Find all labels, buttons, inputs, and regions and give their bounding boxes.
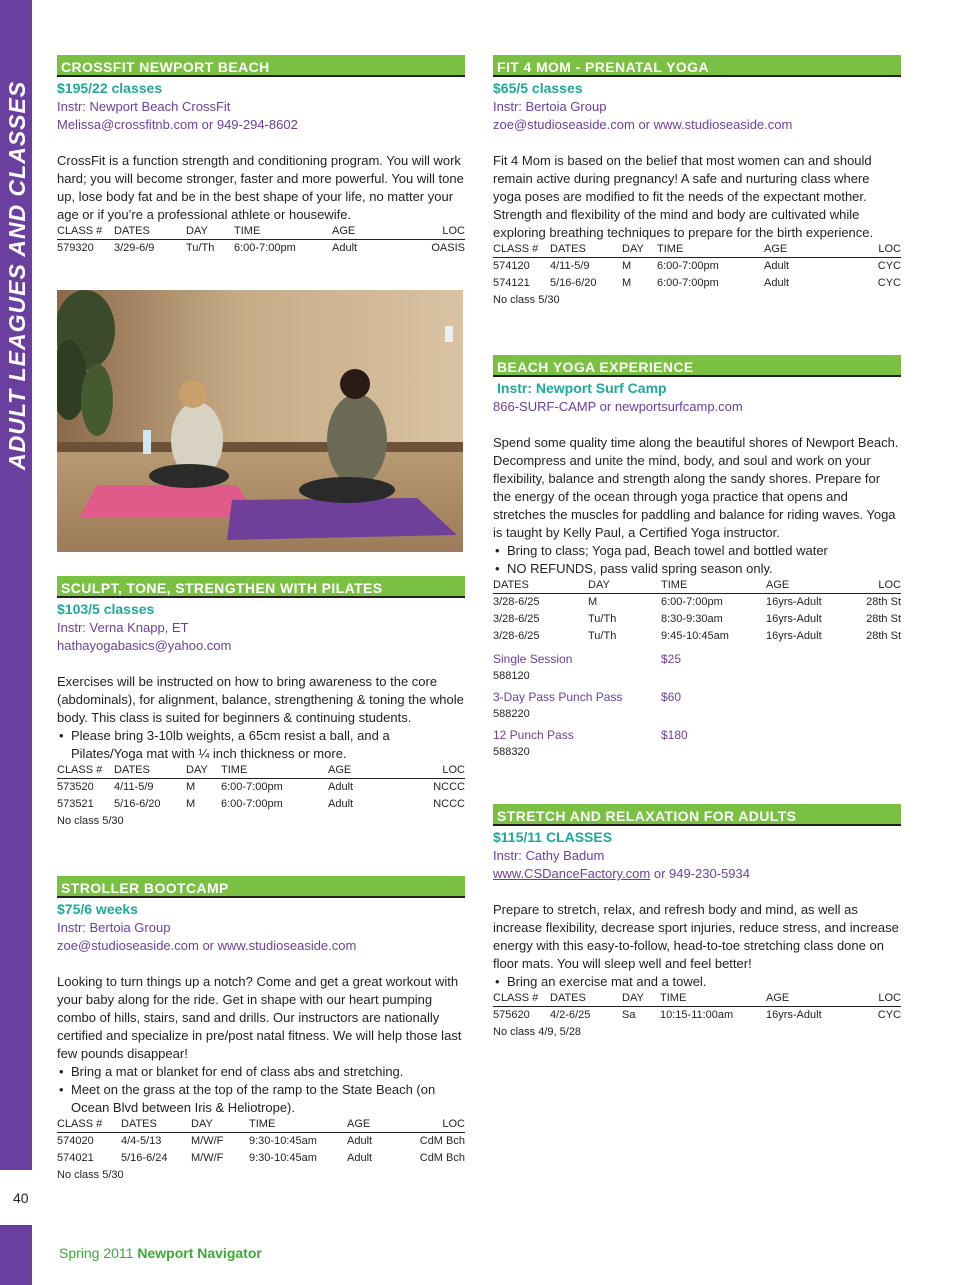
table-cell: CYC bbox=[877, 1009, 901, 1021]
table-cell: 5/16-6/20 bbox=[114, 798, 161, 810]
instructor: Instr: Verna Knapp, ET bbox=[57, 620, 189, 635]
section-title: STROLLER BOOTCAMP bbox=[57, 876, 465, 898]
table-cell: 5/16-6/20 bbox=[550, 277, 597, 289]
contact-phone: or 949-230-5934 bbox=[650, 866, 750, 881]
table-cell: NCCC bbox=[433, 781, 465, 793]
table-cell: 10:15-11:00am bbox=[660, 1009, 734, 1021]
description: Exercises will be instructed on how to bring awareness to the core (abdominals), for alignment, balance, strengthening & toning the whole body. This class is suited for beginners & continuing students. bbox=[57, 674, 464, 725]
table-row bbox=[493, 628, 901, 645]
contact-info[interactable]: 866-SURF-CAMP or newportsurfcamp.com bbox=[493, 399, 743, 414]
table-cell: 28th St bbox=[866, 613, 901, 625]
table-row bbox=[57, 779, 465, 797]
column-header: DAY bbox=[186, 763, 221, 779]
table-row bbox=[57, 240, 465, 258]
price: $103/5 classes bbox=[57, 601, 155, 617]
table-cell: 3/28-6/25 bbox=[493, 613, 540, 625]
table-cell: Tu/Th bbox=[186, 242, 215, 254]
table-cell: Tu/Th bbox=[588, 613, 617, 625]
table-cell: OASIS bbox=[431, 242, 465, 254]
section-title: FIT 4 MOM - PRENATAL YOGA bbox=[493, 55, 901, 77]
section-title: BEACH YOGA EXPERIENCE bbox=[493, 355, 901, 377]
table-cell: CYC bbox=[877, 277, 901, 289]
pass-code-row bbox=[493, 744, 901, 761]
pass-row bbox=[493, 685, 901, 706]
pass-price: $180 bbox=[661, 728, 688, 742]
table-cell: M/W/F bbox=[191, 1135, 224, 1147]
table-cell: 574120 bbox=[493, 260, 530, 272]
website-link[interactable]: www.CSDanceFactory.com bbox=[493, 866, 651, 881]
instructor: Instr: Newport Beach CrossFit bbox=[57, 99, 231, 114]
column-header: DATES bbox=[114, 224, 186, 240]
table-cell: Adult bbox=[347, 1152, 373, 1164]
pass-code: 588120 bbox=[493, 670, 530, 682]
bullet-list bbox=[493, 542, 901, 578]
table-cell: 6:00-7:00pm bbox=[661, 596, 723, 608]
table-header-row bbox=[493, 991, 901, 1007]
contact-info[interactable]: Melissa@crossfitnb.com or 949-294-8602 bbox=[57, 117, 298, 132]
contact-info[interactable]: zoe@studioseaside.com or www.studioseaside.com bbox=[57, 938, 357, 953]
table-cell: 3/28-6/25 bbox=[493, 596, 540, 608]
table-cell: M bbox=[186, 781, 196, 793]
column-header: AGE bbox=[332, 224, 402, 240]
table-cell: 6:00-7:00pm bbox=[221, 781, 283, 793]
table-cell: M bbox=[622, 260, 632, 272]
schedule-note: No class 4/9, 5/28 bbox=[493, 1026, 582, 1038]
photo-illustration bbox=[57, 290, 463, 552]
pass-label: 3-Day Pass Punch Pass bbox=[493, 690, 623, 704]
column-header: DAY bbox=[588, 578, 661, 594]
pass-code: 588320 bbox=[493, 746, 530, 758]
column-header: AGE bbox=[766, 578, 848, 594]
column-header: LOC bbox=[398, 763, 465, 779]
footer-magazine: Newport Navigator bbox=[137, 1245, 262, 1261]
section-title: CROSSFIT NEWPORT BEACH bbox=[57, 55, 465, 77]
table-header-row bbox=[57, 1117, 465, 1133]
section-fit-4-mom bbox=[493, 55, 901, 308]
pass-table bbox=[493, 651, 901, 761]
bullet-item: • Bring an exercise mat and a towel. bbox=[493, 973, 901, 991]
table-cell: 4/4-5/13 bbox=[121, 1135, 162, 1147]
bullet-list bbox=[493, 973, 901, 991]
table-row bbox=[493, 594, 901, 612]
column-header: CLASS # bbox=[493, 991, 550, 1007]
table-cell: 574021 bbox=[57, 1152, 94, 1164]
table-cell: M/W/F bbox=[191, 1152, 224, 1164]
page-number: 40 bbox=[13, 1190, 29, 1206]
table-cell: 16yrs-Adult bbox=[766, 630, 822, 642]
schedule-note: No class 5/30 bbox=[493, 294, 560, 306]
column-header: DAY bbox=[622, 242, 657, 258]
table-cell: 6:00-7:00pm bbox=[657, 277, 719, 289]
table-cell: 4/11-5/9 bbox=[114, 781, 154, 793]
table-cell: 4/2-6/25 bbox=[550, 1009, 591, 1021]
column-header: LOC bbox=[403, 1117, 465, 1133]
pass-row bbox=[493, 651, 901, 668]
table-row bbox=[493, 258, 901, 276]
table-cell: 5/16-6/24 bbox=[121, 1152, 168, 1164]
column-header: AGE bbox=[764, 242, 834, 258]
table-cell: 9:45-10:45am bbox=[661, 630, 729, 642]
table-cell: Adult bbox=[764, 277, 790, 289]
schedule-table bbox=[493, 242, 901, 292]
table-row bbox=[493, 611, 901, 628]
column-header: AGE bbox=[347, 1117, 403, 1133]
column-header: CLASS # bbox=[57, 224, 114, 240]
column-header: DAY bbox=[186, 224, 234, 240]
table-cell: 573521 bbox=[57, 798, 94, 810]
table-cell: M bbox=[186, 798, 196, 810]
section-stretch-relaxation bbox=[493, 804, 901, 1040]
column-header: DAY bbox=[191, 1117, 249, 1133]
table-cell: 9:30-10:45am bbox=[249, 1152, 317, 1164]
description: Spend some quality time along the beautiful shores of Newport Beach. Decompress and unite the mind, body, and soul and work on your flexibility, balance and strength along the sandy shores. Prepare for the energy of the ocean through yoga practice that opens and stretches the muscles for paddling and balance for riding waves. Yoga is taught by Kelly Paul, a Certified Yoga instructor. bbox=[493, 435, 899, 540]
instructor: Instr: Cathy Badum bbox=[493, 848, 605, 863]
table-header-row bbox=[493, 578, 901, 594]
table-cell: 3/29-6/9 bbox=[114, 242, 155, 254]
price: $195/22 classes bbox=[57, 80, 163, 96]
table-cell: 6:00-7:00pm bbox=[221, 798, 283, 810]
bullet-item: • NO REFUNDS, pass valid spring season only. bbox=[493, 560, 901, 578]
section-crossfit bbox=[57, 55, 465, 257]
bullet-item: • Bring a mat or blanket for end of class abs and stretching. bbox=[57, 1063, 465, 1081]
table-cell: NCCC bbox=[433, 798, 465, 810]
column-header: TIME bbox=[234, 224, 332, 240]
pass-label: 12 Punch Pass bbox=[493, 728, 574, 742]
description: Looking to turn things up a notch? Come and get a great workout with your baby along for the ride. Get in shape with our heart pumping combo of hills, stairs, sand and drills. Our instructors are nationally certified and specialize in pre/post natal fitness. We will help those last few pounds disappear! bbox=[57, 974, 462, 1061]
sidebar-band bbox=[0, 0, 32, 1285]
schedule-table bbox=[57, 224, 465, 257]
table-cell: 28th St bbox=[866, 596, 901, 608]
column-header: CLASS # bbox=[57, 763, 114, 779]
pass-price: $60 bbox=[661, 690, 682, 704]
sidebar-title: ADULT LEAGUES AND CLASSES bbox=[4, 80, 30, 470]
section-title: SCULPT, TONE, STRENGTHEN WITH PILATES bbox=[57, 576, 465, 598]
table-cell: CdM Bch bbox=[419, 1135, 465, 1147]
price: $65/5 classes bbox=[493, 80, 583, 96]
page-footer bbox=[59, 1245, 262, 1261]
pass-row bbox=[493, 723, 901, 744]
table-cell: Adult bbox=[328, 798, 354, 810]
schedule-note: No class 5/30 bbox=[57, 1169, 124, 1181]
table-cell: 8:30-9:30am bbox=[661, 613, 723, 625]
table-row bbox=[493, 1007, 901, 1025]
bullet-list bbox=[57, 727, 465, 763]
section-title: STRETCH AND RELAXATION FOR ADULTS bbox=[493, 804, 901, 826]
price: $115/11 CLASSES bbox=[493, 829, 613, 845]
table-cell: 579320 bbox=[57, 242, 94, 254]
table-row bbox=[57, 1133, 465, 1151]
pass-price: $25 bbox=[661, 652, 682, 666]
table-row bbox=[57, 1150, 465, 1167]
column-header: TIME bbox=[221, 763, 328, 779]
table-cell: Adult bbox=[764, 260, 790, 272]
description: Fit 4 Mom is based on the belief that most women can and should remain active during pregnancy! A safe and nurturing class where yoga poses are modified to fit the needs of the expectant mother. Strength and flexibility of the mind and body are cultivated while exploring breathing techniques to prepare for the birth experience. bbox=[493, 153, 874, 240]
column-header: TIME bbox=[657, 242, 764, 258]
column-header: TIME bbox=[661, 578, 766, 594]
column-header: AGE bbox=[328, 763, 398, 779]
schedule-table bbox=[57, 763, 465, 813]
pass-code-row bbox=[493, 668, 901, 685]
instructor: Instr: Newport Surf Camp bbox=[497, 380, 667, 396]
table-cell: 16yrs-Adult bbox=[766, 596, 822, 608]
contact-info[interactable]: zoe@studioseaside.com or www.studioseaside.com bbox=[493, 117, 793, 132]
bullet-item: • Please bring 3-10lb weights, a 65cm resist a ball, and a Pilates/Yoga mat with ¼ inch thickness or more. bbox=[57, 727, 465, 763]
pass-code: 588220 bbox=[493, 708, 530, 720]
schedule-table bbox=[57, 1117, 465, 1167]
table-cell: 16yrs-Adult bbox=[766, 613, 822, 625]
yoga-class-photo bbox=[57, 290, 463, 552]
table-cell: Adult bbox=[328, 781, 354, 793]
description: CrossFit is a function strength and conditioning program. You will work hard; you will become stronger, faster and more powerful. You will tone up, lose body fat and be in the best shape of your life, no matter your age or if you’re a professional athlete or housewife. bbox=[57, 153, 464, 222]
pass-label: Single Session bbox=[493, 652, 573, 666]
table-cell: 6:00-7:00pm bbox=[657, 260, 719, 272]
table-cell: 573520 bbox=[57, 781, 94, 793]
instructor: Instr: Bertoia Group bbox=[493, 99, 607, 114]
column-header: TIME bbox=[249, 1117, 347, 1133]
table-cell: 16yrs-Adult bbox=[766, 1009, 822, 1021]
section-beach-yoga bbox=[493, 355, 901, 761]
table-cell: Adult bbox=[332, 242, 358, 254]
column-header: CLASS # bbox=[493, 242, 550, 258]
column-header: LOC bbox=[848, 578, 901, 594]
table-cell: Tu/Th bbox=[588, 630, 617, 642]
table-row bbox=[493, 275, 901, 292]
column-header: LOC bbox=[834, 242, 901, 258]
schedule-note: No class 5/30 bbox=[57, 815, 124, 827]
table-cell: M bbox=[588, 596, 598, 608]
footer-season: Spring 2011 bbox=[59, 1245, 134, 1261]
section-stroller-bootcamp bbox=[57, 876, 465, 1183]
description: Prepare to stretch, relax, and refresh body and mind, as well as increase flexibility, decrease sport injuries, reduce stress, and increase energy with this easy-to-follow, head-to-toe stretching class done on floor mats. You will sleep well and feel better! bbox=[493, 902, 899, 971]
price: $75/6 weeks bbox=[57, 901, 138, 917]
column-header: CLASS # bbox=[57, 1117, 121, 1133]
column-header: DATES bbox=[550, 242, 622, 258]
table-cell: Sa bbox=[622, 1009, 636, 1021]
table-cell: 28th St bbox=[866, 630, 901, 642]
column-header: DATES bbox=[121, 1117, 191, 1133]
bullet-item: • Bring to class; Yoga pad, Beach towel and bottled water bbox=[493, 542, 901, 560]
bullet-list bbox=[57, 1063, 465, 1117]
table-cell: CdM Bch bbox=[419, 1152, 465, 1164]
contact-info[interactable]: hathayogabasics@yahoo.com bbox=[57, 638, 232, 653]
table-cell: 9:30-10:45am bbox=[249, 1135, 317, 1147]
column-header: LOC bbox=[856, 991, 901, 1007]
column-header: DATES bbox=[550, 991, 622, 1007]
table-header-row bbox=[57, 763, 465, 779]
table-header-row bbox=[493, 242, 901, 258]
instructor: Instr: Bertoia Group bbox=[57, 920, 171, 935]
table-cell: Adult bbox=[347, 1135, 373, 1147]
schedule-table bbox=[493, 991, 901, 1024]
table-cell: 574020 bbox=[57, 1135, 94, 1147]
column-header: TIME bbox=[660, 991, 766, 1007]
column-header: DATES bbox=[493, 578, 588, 594]
schedule-table bbox=[493, 578, 901, 645]
contact-info bbox=[493, 865, 901, 883]
table-cell: 4/11-5/9 bbox=[550, 260, 590, 272]
column-header: AGE bbox=[766, 991, 856, 1007]
table-cell: 3/28-6/25 bbox=[493, 630, 540, 642]
section-pilates bbox=[57, 576, 465, 829]
column-header: DAY bbox=[622, 991, 660, 1007]
bullet-item: • Meet on the grass at the top of the ramp to the State Beach (on Ocean Blvd between Iris & Heliotrope). bbox=[57, 1081, 465, 1117]
table-cell: 6:00-7:00pm bbox=[234, 242, 296, 254]
table-cell: 574121 bbox=[493, 277, 530, 289]
table-header-row bbox=[57, 224, 465, 240]
column-header: LOC bbox=[402, 224, 465, 240]
table-cell: CYC bbox=[877, 260, 901, 272]
pass-code-row bbox=[493, 706, 901, 723]
column-header: DATES bbox=[114, 763, 186, 779]
table-row bbox=[57, 796, 465, 813]
table-cell: M bbox=[622, 277, 632, 289]
table-cell: 575620 bbox=[493, 1009, 530, 1021]
